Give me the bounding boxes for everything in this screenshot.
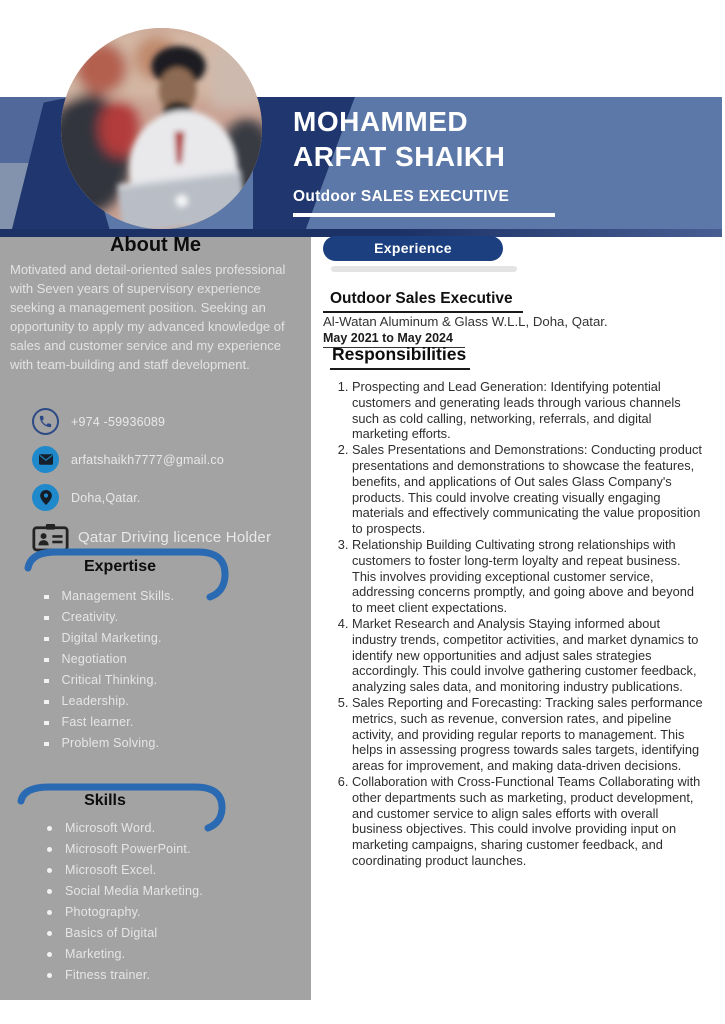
contact-section xyxy=(32,408,302,563)
skills-item-label: Microsoft PowerPoint. xyxy=(65,842,191,856)
expertise-item-label: Creativity. xyxy=(61,610,119,624)
subtitle-underline xyxy=(293,213,555,217)
skills-list-item xyxy=(47,947,203,968)
expertise-item-label: Problem Solving. xyxy=(61,736,160,750)
skills-list-item xyxy=(47,968,203,989)
expertise-list-item xyxy=(44,652,174,673)
experience-badge-shadow xyxy=(331,266,517,272)
name-line-1: MOHAMMED xyxy=(293,106,469,137)
skills-item-label: Fitness trainer. xyxy=(65,968,151,982)
name-block xyxy=(293,104,555,217)
about-me-title: About Me xyxy=(109,234,202,256)
profile-photo-art xyxy=(61,28,262,229)
round-bullet-icon xyxy=(47,910,52,915)
round-bullet-icon xyxy=(47,931,52,936)
skills-item-label: Microsoft Excel. xyxy=(65,863,157,877)
responsibility-item: 6. Collaboration with Cross-Functional Teams Collaborating with other departments such as marketing, product development, and customer service to align sales efforts with overall business objectives. This could involve providing input on marketing campaigns, sharing customer feedback, and coordinating product launches. xyxy=(352,774,707,869)
expertise-item-label: Fast learner. xyxy=(61,715,134,729)
profile-photo xyxy=(61,28,262,229)
round-bullet-icon xyxy=(47,973,52,978)
skills-item-label: Basics of Digital xyxy=(65,926,158,940)
expertise-item-label: Negotiation xyxy=(61,652,127,666)
responsibilities-title: Responsibilities xyxy=(330,344,470,370)
expertise-title: Expertise xyxy=(83,558,157,575)
contact-row-location xyxy=(32,484,302,511)
expertise-list-item xyxy=(44,589,174,610)
job-dates: May 2021 to May 2024 xyxy=(323,331,465,348)
responsibility-item: 3. Relationship Building Cultivating strong relationships with customers to foster long-term loyalty and repeat business. This involves providing exceptional customer service, addressing concerns promptly, and going above and beyond to meet client expectations. xyxy=(352,537,707,616)
about-me-text: Motivated and detail-oriented sales professional with Seven years of supervisory experience seeking a management position. Seeking an opportunity to apply my advanced knowledge of sales and customer service and my experience with team-building and staff development. xyxy=(10,262,286,372)
phone-number: +974 -59936089 xyxy=(71,414,166,429)
location-text: Doha,Qatar. xyxy=(71,490,141,505)
skills-list-item xyxy=(47,884,203,905)
expertise-list-item xyxy=(44,694,174,715)
skills-item-label: Social Media Marketing. xyxy=(65,884,203,898)
skills-title: Skills xyxy=(84,792,126,809)
phone-icon xyxy=(32,408,59,435)
job-subtitle: Outdoor SALES EXECUTIVE xyxy=(293,188,510,205)
contact-row-email xyxy=(32,446,302,473)
email-address: arfatshaikh7777@gmail.co xyxy=(71,452,224,467)
square-bullet-icon xyxy=(44,742,49,747)
email-icon xyxy=(32,446,59,473)
square-bullet-icon xyxy=(44,679,49,684)
round-bullet-icon xyxy=(47,889,52,894)
skills-item-label: Photography. xyxy=(65,905,141,919)
expertise-list xyxy=(44,589,174,757)
job-title: Outdoor Sales Executive xyxy=(323,290,523,313)
expertise-item-label: Critical Thinking. xyxy=(61,673,158,687)
expertise-list-item xyxy=(44,736,174,757)
responsibility-item: 1. Prospecting and Lead Generation: Identifying potential customers and generating leads through various channels such as cold calling, networking, referrals, and digital marketing efforts. xyxy=(352,379,707,442)
skills-list-item xyxy=(47,863,203,884)
expertise-item-label: Leadership. xyxy=(61,694,130,708)
contact-row-phone xyxy=(32,408,302,435)
skills-list-item xyxy=(47,926,203,947)
round-bullet-icon xyxy=(47,952,52,957)
responsibilities-list xyxy=(337,379,707,869)
expertise-list-item xyxy=(44,673,174,694)
expertise-list-item xyxy=(44,631,174,652)
experience-badge: Experience xyxy=(323,236,503,261)
responsibility-item: 4. Market Research and Analysis Staying informed about industry trends, competitor activities, and market dynamics to identify new opportunities and adjust sales strategies accordingly. This could involve gathering customer feedback, analyzing sales data, and monitoring industry publications. xyxy=(352,616,707,695)
square-bullet-icon xyxy=(44,658,49,663)
square-bullet-icon xyxy=(44,721,49,726)
location-pin-icon xyxy=(32,484,59,511)
square-bullet-icon xyxy=(44,595,49,600)
expertise-item-label: Digital Marketing. xyxy=(61,631,162,645)
skills-list xyxy=(47,821,203,989)
responsibility-item: 5. Sales Reporting and Forecasting: Tracking sales performance metrics, such as revenue, conversion rates, and pipeline activity, and providing regular reports to management. This helps in assessing progress towards sales targets, identifying areas for improvement, and making data-driven decisions. xyxy=(352,695,707,774)
skills-list-item xyxy=(47,821,203,842)
job-company: Al-Watan Aluminum & Glass W.L.L, Doha, Qatar. xyxy=(323,314,608,329)
licence-text: Qatar Driving licence Holder xyxy=(78,528,272,546)
round-bullet-icon xyxy=(47,868,52,873)
expertise-list-item xyxy=(44,715,174,736)
skills-list-item xyxy=(47,842,203,863)
square-bullet-icon xyxy=(44,700,49,705)
skills-list-item xyxy=(47,905,203,926)
skills-item-label: Microsoft Word. xyxy=(65,821,156,835)
expertise-item-label: Management Skills. xyxy=(61,589,175,603)
round-bullet-icon xyxy=(47,826,52,831)
square-bullet-icon xyxy=(44,637,49,642)
square-bullet-icon xyxy=(44,616,49,621)
round-bullet-icon xyxy=(47,847,52,852)
expertise-list-item xyxy=(44,610,174,631)
skills-item-label: Marketing. xyxy=(65,947,126,961)
name-line-2: ARFAT SHAIKH xyxy=(293,141,506,172)
responsibility-item: 2. Sales Presentations and Demonstrations: Conducting product presentations and demonstrations to showcase the features, benefits, and applications of Out sales Glass Company's products. This could involve creating visually engaging materials and effectively communicating the value proposition to prospects. xyxy=(352,442,707,537)
